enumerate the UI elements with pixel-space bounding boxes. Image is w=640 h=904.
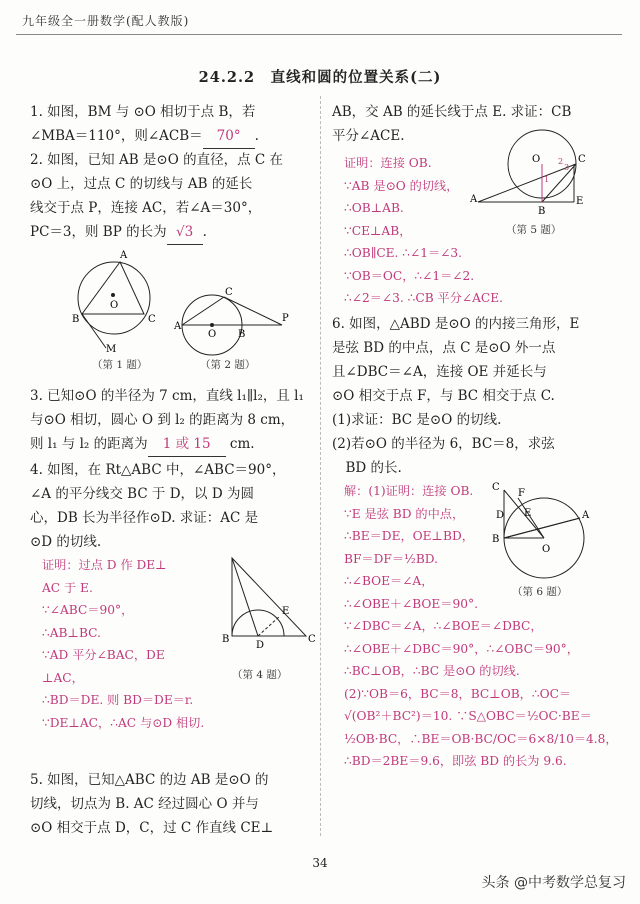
svg-text:E: E — [282, 606, 290, 617]
page-number: 34 — [312, 856, 328, 870]
q6-proof-line: ∴∠BOE＝∠A， — [344, 574, 434, 588]
q4-line-4: ⊙D 的切线. — [30, 534, 102, 550]
svg-text:B: B — [538, 206, 546, 217]
q6-proof-line: ∴BE＝DE，OE⊥BD， — [344, 529, 474, 543]
q2-line-2: ⊙O 上，过点 C 的切线与 AB 的延长 — [30, 176, 253, 192]
svg-text:3: 3 — [564, 163, 570, 172]
q3-line-3: 则 l₁ 与 l₂ 的距离为 1 或 15 cm. — [30, 432, 304, 457]
svg-text:B: B — [492, 534, 500, 545]
q6-line-4: ⊙O 相交于点 F，与 BC 相交于点 C. — [332, 388, 555, 404]
q4-proof-line: ∵∠ABC＝90°， — [42, 603, 134, 617]
q6-proof-line: ∵E 是弦 BD 的中点， — [344, 506, 465, 521]
q2-line-1: 2. 如图，已知 AB 是⊙O 的直径，点 C 在 — [30, 152, 284, 168]
q5-proof-line: ∴OB⊥AB. — [344, 201, 404, 215]
q6-line-6: (2)若⊙O 的半径为 6，BC＝8，求弦 — [332, 436, 555, 452]
figure-6 — [488, 478, 600, 582]
question-4 — [30, 458, 285, 554]
q6-line-3: 且∠DBC＝∠A，连接 OE 并延长与 — [332, 364, 547, 380]
q4-proof-line: ⊥AC， — [42, 670, 84, 685]
q5-proof-line: ∵AB 是⊙O 的切线， — [344, 178, 459, 193]
figure-2-caption: （第 2 题） — [200, 359, 256, 371]
q2-answer: √3 — [167, 220, 203, 245]
svg-text:E: E — [524, 508, 532, 519]
q4-line-3: 心，DB 长为半径作⊙D. 求证：AC 是 — [30, 510, 259, 526]
q5-proof-line: ∵CE⊥AB， — [344, 223, 412, 238]
q6-proof-line: ∴BD＝2BE＝9.6，即弦 BD 的长为 9.6. — [344, 754, 567, 768]
question-6 — [332, 312, 579, 480]
q4-proof-line: ∵DE⊥AC，∴AC 与⊙D 相切. — [42, 715, 205, 730]
svg-text:A: A — [470, 194, 478, 205]
svg-text:B: B — [222, 634, 230, 645]
q4-line-2: ∠A 的平分线交 BC 于 D，以 D 为圆 — [30, 486, 254, 502]
q3-line-1: 3. 已知⊙O 的半径为 7 cm，直线 l₁∥l₂，且 l₁ — [30, 388, 304, 404]
q3-answer: 1 或 15 — [148, 432, 226, 457]
svg-text:D: D — [496, 510, 505, 521]
question-5 — [30, 768, 273, 840]
svg-text:O: O — [532, 154, 541, 165]
figure-1 — [70, 248, 170, 354]
q6-proof-line: ½OB·BC，∴BE＝OB·BC/OC＝6×8/10＝4.8， — [344, 731, 618, 746]
q5-line-1: 5. 如图，已知△ABC 的边 AB 是⊙O 的 — [30, 772, 269, 788]
svg-text:C: C — [308, 634, 316, 645]
q6-line-2: 是弦 BD 的中点，点 C 是⊙O 外一点 — [332, 340, 556, 356]
q6-line-5: (1)求证：BC 是⊙O 的切线. — [332, 412, 502, 428]
figure-5 — [468, 122, 588, 222]
figure-2 — [172, 285, 292, 355]
figure-5-caption: （第 5 题） — [506, 224, 562, 236]
figure-6-caption: （第 6 题） — [512, 586, 568, 598]
svg-text:C: C — [578, 154, 586, 165]
q6-proof-line: √(OB²＋BC²)＝10. ∵S△OBC＝½OC·BE＝ — [344, 709, 592, 723]
svg-text:O: O — [542, 544, 551, 555]
q5-line-2: 切线，切点为 B. AC 经过圆心 O 并与 — [30, 796, 259, 812]
q4-proof-line: ∴AB⊥BC. — [42, 625, 101, 640]
svg-text:O: O — [208, 329, 217, 340]
svg-text:M: M — [106, 344, 117, 355]
q1-line-1: 1. 如图，BM 与 ⊙O 相切于点 B，若 — [30, 104, 256, 120]
q4-proof-line: ∵AD 平分∠BAC，DE — [42, 648, 165, 662]
q5-cont-line-2: 平分∠ACE. — [332, 128, 405, 144]
q6-proof-line: (2)∵OB＝6，BC＝8，BC⊥OB，∴OC＝ — [344, 686, 572, 701]
svg-text:D: D — [256, 640, 265, 651]
svg-text:P: P — [282, 313, 289, 324]
q5-line-3: ⊙O 相交于点 D，C，过 C 作直线 CE⊥ — [30, 820, 274, 836]
svg-text:A: A — [174, 321, 182, 332]
q5-proof-line: 证明：连接 OB. — [344, 156, 432, 170]
svg-text:F: F — [518, 488, 525, 499]
column-divider — [320, 96, 322, 836]
q3-line-2: 与⊙O 相切，圆心 O 到 l₂ 的距离为 8 cm， — [30, 412, 295, 428]
q6-proof-line: BF＝DF＝½BD. — [344, 551, 438, 566]
svg-text:C: C — [492, 482, 500, 493]
q1-line-2: ∠MBA＝110°，则∠ACB＝ 70° . — [30, 124, 259, 149]
svg-text:O: O — [110, 300, 119, 311]
svg-text:A: A — [120, 250, 128, 261]
q6-proof-line: ∴BC⊥OB，∴BC 是⊙O 的切线. — [344, 664, 520, 678]
q5-proof-line: ∵OB＝OC，∴∠1＝∠2. — [344, 268, 475, 283]
svg-text:B: B — [238, 329, 246, 340]
question-2 — [30, 148, 283, 245]
q5-proof-line: ∴∠2＝∠3. ∴CB 平分∠ACE. — [344, 291, 504, 305]
svg-text:1: 1 — [544, 175, 550, 184]
figure-4-caption: （第 4 题） — [232, 669, 288, 681]
q6-line-7: BD 的长. — [332, 460, 402, 476]
q2-line-4: PC＝3，则 BP 的长为 √3 . — [30, 220, 283, 245]
svg-text:C: C — [225, 287, 233, 298]
figure-4 — [214, 550, 314, 658]
header-rule — [16, 34, 622, 35]
q6-proof-line: ∴∠OBE＋∠BOE＝90°. — [344, 596, 478, 611]
book-header: 九年级全一册数学(配人教版) — [22, 14, 190, 28]
svg-text:2: 2 — [558, 157, 564, 166]
q4-proof — [42, 554, 204, 734]
svg-text:C: C — [148, 314, 156, 325]
question-3 — [30, 384, 304, 457]
watermark: 头条 @中考数学总复习 — [481, 875, 626, 891]
q4-proof-line: AC 于 E. — [42, 580, 93, 595]
q6-proof-line: ∴∠OBE＋∠DBC＝90°，∴∠OBC＝90°， — [344, 641, 579, 656]
q4-line-1: 4. 如图，在 Rt△ABC 中，∠ABC＝90°， — [30, 462, 286, 478]
svg-text:A: A — [582, 510, 590, 521]
svg-text:E: E — [576, 196, 584, 207]
svg-text:B: B — [72, 314, 80, 325]
question-1 — [30, 100, 259, 149]
q2-line-3: 线交于点 P，连接 AC，若∠A＝30°， — [30, 200, 262, 216]
q6-line-1: 6. 如图，△ABD 是⊙O 的内接三角形，E — [332, 316, 580, 332]
q4-proof-line: ∴BD＝DE. 则 BD＝DE＝r. — [42, 693, 194, 707]
figure-1-caption: （第 1 题） — [92, 359, 148, 371]
q6-proof-line: ∵∠DBC＝∠A，∴∠BOE＝∠DBC， — [344, 619, 543, 633]
section-title: 24.2.2 直线和圆的位置关系(二) — [198, 69, 442, 86]
q1-answer: 70° — [203, 124, 255, 149]
q6-proof-line: 解：(1)证明：连接 OB. — [344, 484, 474, 498]
q5-cont-line-1: AB，交 AB 的延长线于点 E. 求证：CB — [332, 104, 572, 120]
q4-proof-line: 证明：过点 D 作 DE⊥ — [42, 558, 167, 572]
q5-proof-line: ∴OB∥CE. ∴∠1＝∠3. — [344, 246, 463, 260]
